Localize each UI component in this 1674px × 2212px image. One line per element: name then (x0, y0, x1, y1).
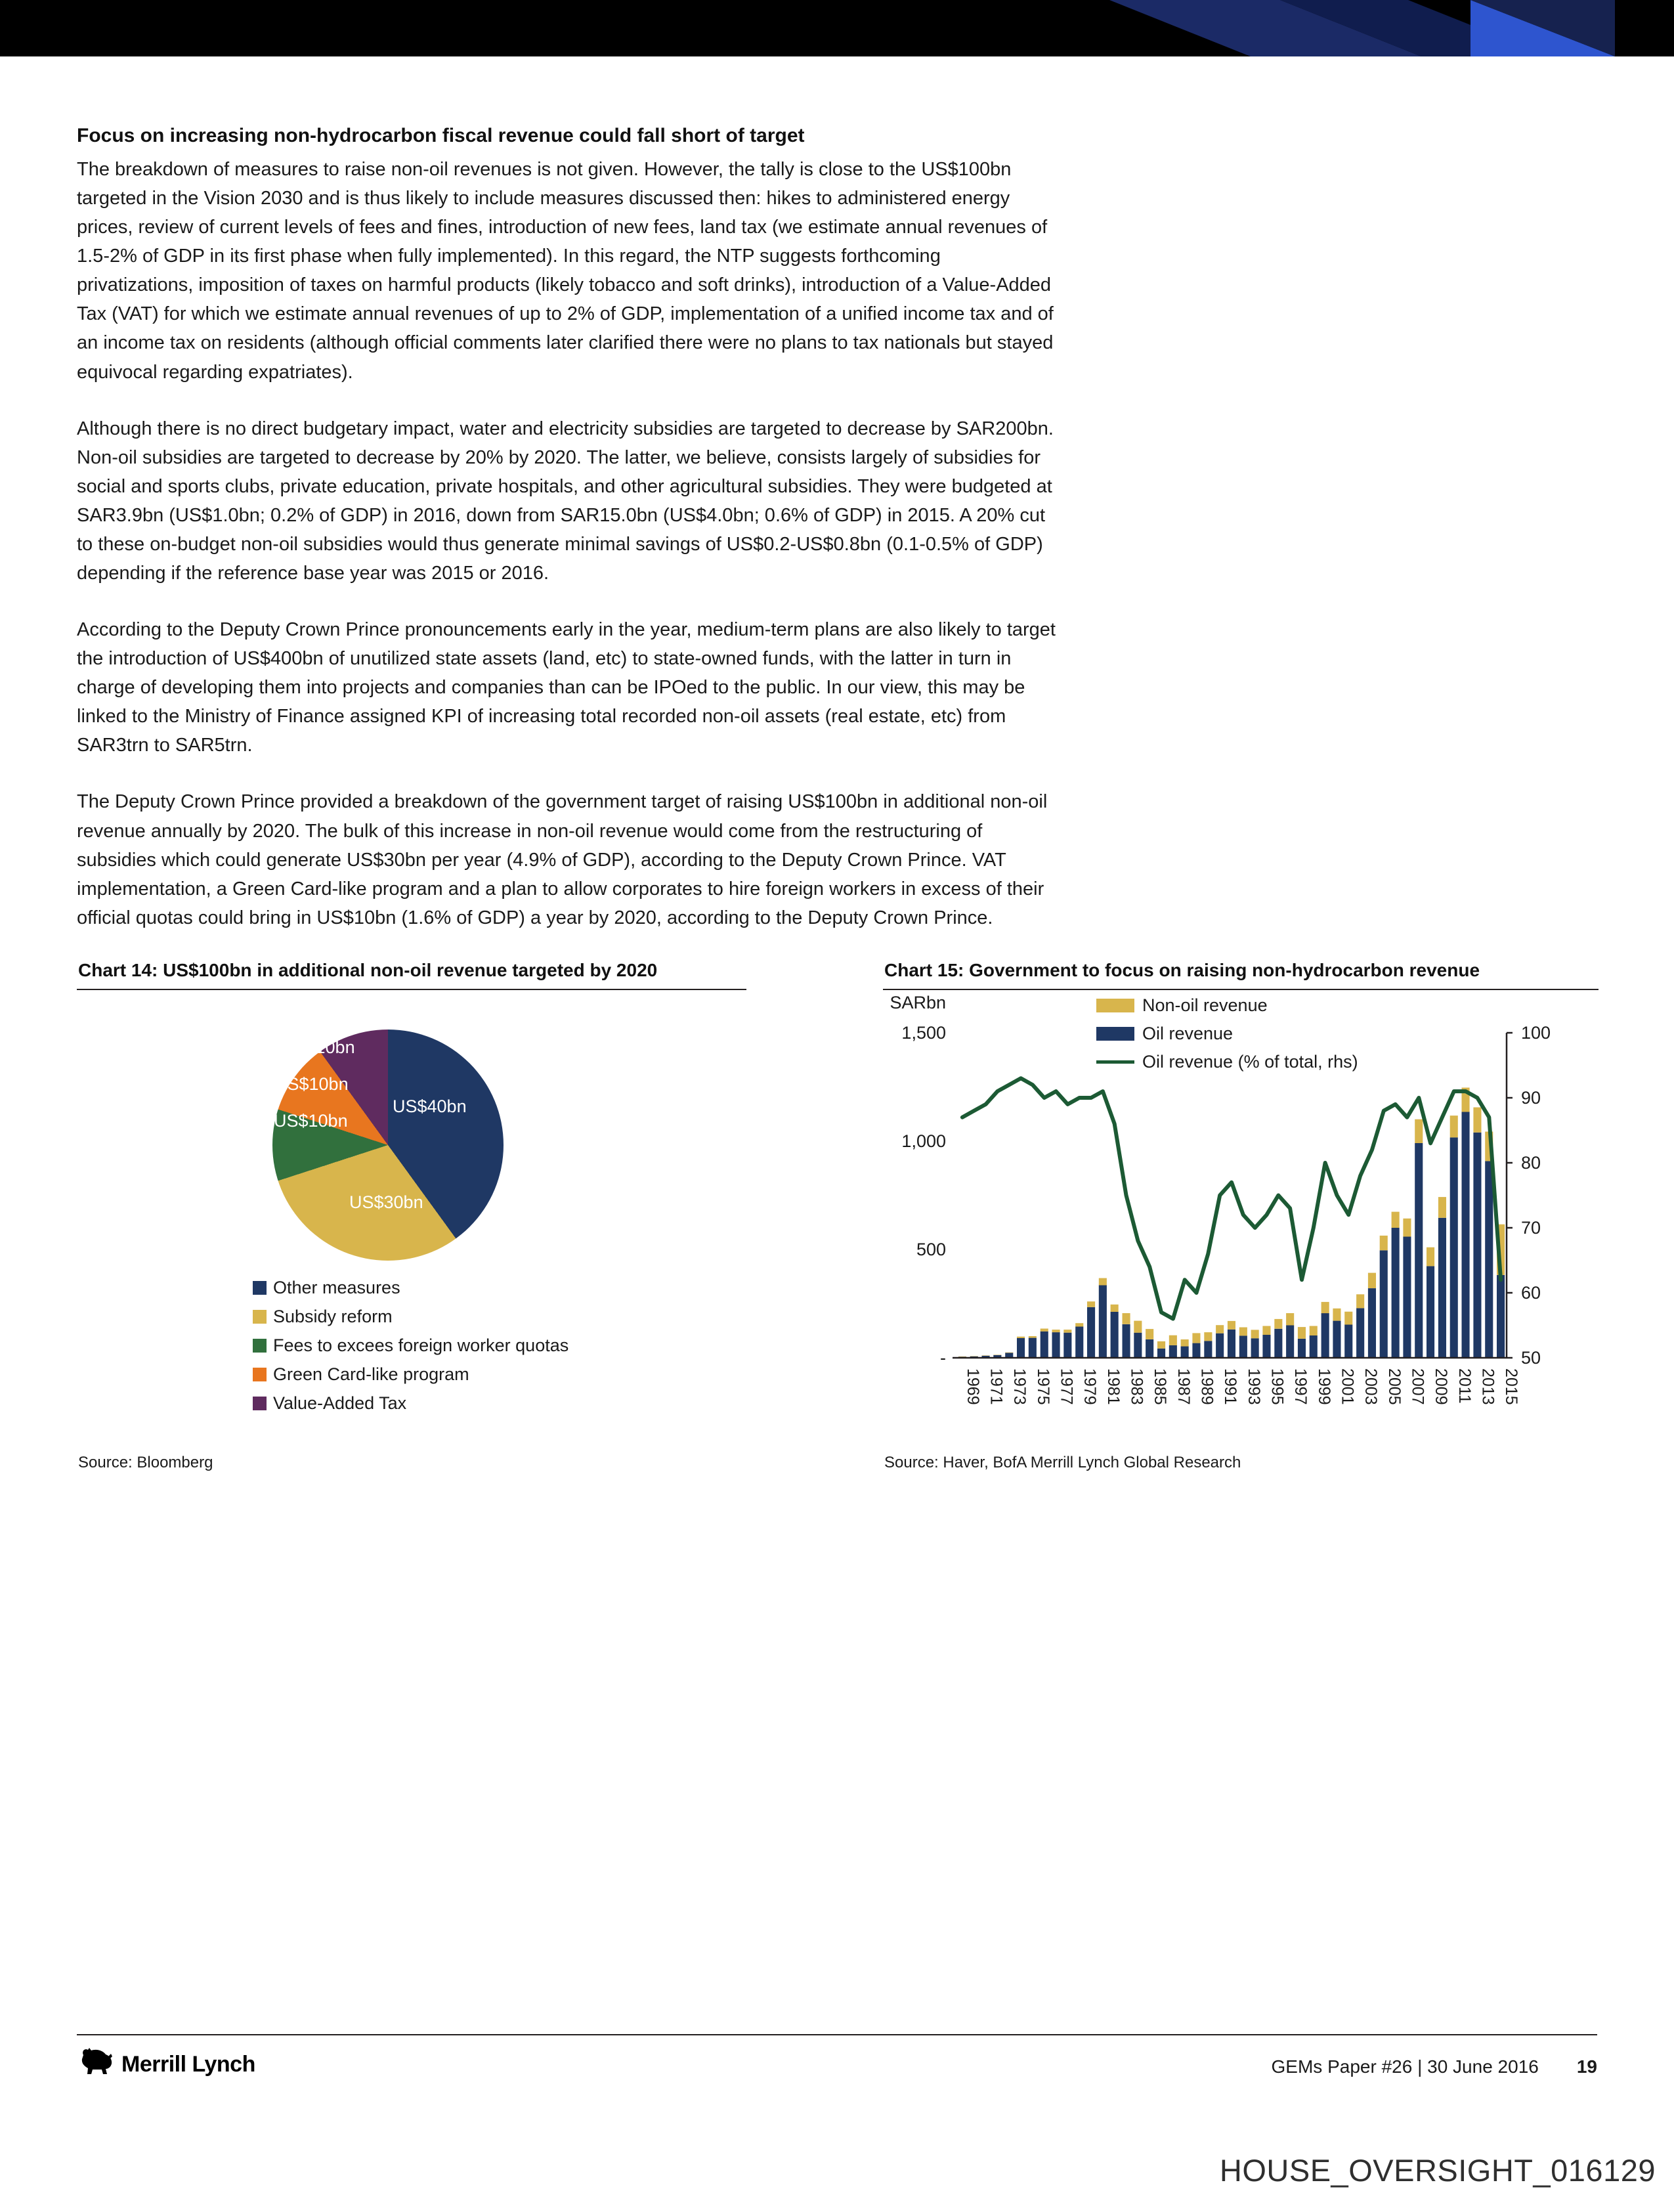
banner-graphic (0, 0, 1674, 56)
charts-row (77, 960, 1674, 1472)
pie-label-value-added-tax: US$10bn (281, 1037, 355, 1057)
paragraph-3: According to the Deputy Crown Prince pronouncements early in the year, medium-term plans are also likely to target the introduction of US$400bn of unutilized state assets (land, etc) to state-owned funds, with the latter in turn in charge of developing them into projects and companies than can be IPOed to the public. In our view, this may be linked to the Ministry of Finance assigned KPI of increasing total recorded non-oil assets (real estate, etc) from SAR3trn to SAR5trn. (77, 619, 1056, 756)
svg-text:SARbn: SARbn (890, 992, 946, 1012)
chart14 (77, 960, 746, 1472)
legend-label: Green Card-like program (273, 1364, 469, 1384)
pie-label-fees-quotas: US$10bn (274, 1110, 348, 1131)
legend-item-subsidy-reform (253, 1307, 569, 1327)
brand (77, 2046, 255, 2077)
chart14-legend (253, 1278, 569, 1422)
paragraph-1: The breakdown of measures to raise non-oil revenues is not given. However, the tally is close to the US$100bn targeted in the Vision 2030 and is thus likely to include measures discussed then: hikes to administered energy prices, review of current levels of fees and fines, introduction of new fees, land tax (we estimate annual revenues of 1.5-2% of GDP in its first phase when fully implemented). In this regard, the NTP suggests forthcoming privatizations, imposition of taxes on harmful products (likely tobacco and soft drinks), introduction of a Value-Added Tax (VAT) for which we estimate annual revenues of up to 2% of GDP, implementation of a unified income tax and of an income tax on residents (although official comments later clarified there were no plans to tax nationals but stayed equivocal regarding expatriates). (77, 159, 1054, 383)
svg-text:2005: 2005 (1384, 1368, 1404, 1405)
svg-text:90: 90 (1521, 1087, 1541, 1108)
svg-text:70: 70 (1521, 1217, 1541, 1238)
legend-item-non-oil-revenue (1096, 995, 1358, 1016)
legend-swatch-fees-quotas (253, 1339, 267, 1353)
chart15-body (883, 990, 1599, 1450)
watermark: HOUSE_OVERSIGHT_016129 (1219, 2153, 1656, 2188)
svg-text:1977: 1977 (1057, 1368, 1076, 1405)
chart14-title: Chart 14: US$100bn in additional non-oil revenue targeted by 2020 (77, 960, 746, 990)
chart14-body (77, 990, 746, 1450)
paragraph-2: Although there is no direct budgetary impact, water and electricity subsidies are targeted to decrease by SAR200bn. Non-oil subsidies are targeted to decrease by 20% by 2020. The latter, we believe, consists largely of subsidies for social and sports clubs, private education, private hospitals, and other agricultural subsidies. They were budgeted at SAR3.9bn (US$1.0bn; 0.2% of GDP) in 2016, down from SAR15.0bn (US$4.0bn; 0.6% of GDP) in 2015. A 20% cut to these on-budget non-oil subsidies would thus generate minimal savings of US$0.2-US$0.8bn (0.1-0.5% of GDP) depending if the reference base year was 2015 or 2016. (77, 418, 1054, 584)
svg-text:1995: 1995 (1268, 1368, 1287, 1405)
legend-label: Other measures (273, 1277, 400, 1297)
pie-chart (272, 1030, 504, 1261)
svg-text:1971: 1971 (987, 1368, 1006, 1405)
chart15-title: Chart 15: Government to focus on raising non-hydrocarbon revenue (883, 960, 1599, 990)
svg-text:1993: 1993 (1244, 1368, 1263, 1405)
legend-item-oil-revenue-pct (1096, 1052, 1358, 1072)
legend-label: Oil revenue (% of total, rhs) (1142, 1051, 1358, 1072)
chart15-source: Source: Haver, BofA Merrill Lynch Global Research (884, 1453, 1241, 1471)
svg-text:1997: 1997 (1291, 1368, 1310, 1405)
svg-text:1975: 1975 (1033, 1368, 1052, 1405)
legend-item-oil-revenue (1096, 1024, 1358, 1044)
svg-text:1981: 1981 (1104, 1368, 1123, 1405)
svg-text:1,000: 1,000 (901, 1131, 946, 1151)
svg-text:2003: 2003 (1362, 1368, 1381, 1405)
article (0, 56, 1062, 932)
svg-text:1969: 1969 (963, 1368, 982, 1405)
svg-text:1973: 1973 (1010, 1368, 1029, 1405)
legend-swatch-vat (253, 1397, 267, 1410)
legend-swatch-green-card (253, 1368, 267, 1381)
svg-text:1,500: 1,500 (901, 1022, 946, 1043)
svg-text:1987: 1987 (1174, 1368, 1193, 1405)
legend-label: Non-oil revenue (1142, 995, 1268, 1015)
svg-text:1983: 1983 (1127, 1368, 1146, 1405)
svg-text:80: 80 (1521, 1152, 1541, 1173)
legend-item-green-card (253, 1364, 569, 1385)
legend-swatch-non-oil-revenue (1096, 999, 1134, 1012)
svg-text:100: 100 (1521, 1022, 1551, 1043)
svg-text:2007: 2007 (1408, 1368, 1427, 1405)
legend-swatch-subsidy-reform (253, 1310, 267, 1324)
legend-swatch-other-measures (253, 1281, 267, 1295)
legend-label: Oil revenue (1142, 1023, 1234, 1043)
chart15 (883, 960, 1599, 1472)
legend-label: Value-Added Tax (273, 1393, 407, 1413)
page-footer (77, 2034, 1597, 2077)
svg-text:-: - (940, 1347, 946, 1368)
pie-label-green-card-program: US$10bn (274, 1073, 349, 1094)
svg-text:50: 50 (1521, 1347, 1541, 1368)
legend-label: Fees to excees foreign worker quotas (273, 1335, 569, 1355)
svg-text:2001: 2001 (1338, 1368, 1357, 1405)
svg-text:60: 60 (1521, 1282, 1541, 1303)
section-heading: Focus on increasing non-hydrocarbon fiscal revenue could fall short of target (77, 125, 805, 146)
svg-text:1991: 1991 (1221, 1368, 1240, 1405)
svg-text:1999: 1999 (1314, 1368, 1333, 1405)
paragraph-4: The Deputy Crown Prince provided a breakdown of the government target of raising US$100bn in additional non-oil revenue annually by 2020. The bulk of this increase in non-oil revenue would come from the restructuring of subsidies which could generate US$30bn per year (4.9% of GDP), according to the Deputy Crown Prince. VAT implementation, a Green Card-like program and a plan to allow corporates to hire foreign workers in excess of their official quotas could bring in US$10bn (1.6% of GDP) a year by 2020, according to the Deputy Crown Prince. (77, 791, 1048, 928)
chart14-source: Source: Bloomberg (78, 1453, 213, 1471)
legend-swatch-oil-revenue (1096, 1027, 1134, 1041)
legend-item-vat (253, 1393, 569, 1414)
legend-item-other-measures (253, 1278, 569, 1298)
doc-meta (1272, 2056, 1597, 2077)
svg-text:500: 500 (916, 1239, 946, 1259)
doc-info: GEMs Paper #26 | 30 June 2016 (1271, 2056, 1539, 2077)
svg-text:1989: 1989 (1197, 1368, 1216, 1405)
svg-text:2011: 2011 (1455, 1368, 1474, 1404)
footer-divider (77, 2034, 1597, 2035)
brand-name: Merrill Lynch (121, 2052, 255, 2077)
pie-label-subsidy-reform: US$30bn (349, 1192, 423, 1212)
svg-text:2015: 2015 (1502, 1368, 1521, 1405)
svg-text:2013: 2013 (1478, 1368, 1497, 1405)
chart15-legend (1096, 995, 1358, 1080)
svg-text:1979: 1979 (1081, 1368, 1100, 1405)
pie-label-other-measures: US$40bn (393, 1096, 467, 1116)
page-number: 19 (1576, 2056, 1597, 2077)
top-banner (0, 0, 1674, 56)
merrill-lynch-bull-icon (77, 2046, 116, 2077)
legend-label: Subsidy reform (273, 1306, 393, 1326)
svg-text:1985: 1985 (1151, 1368, 1170, 1405)
svg-text:2009: 2009 (1432, 1368, 1451, 1405)
legend-item-fees-quotas (253, 1335, 569, 1356)
legend-line-oil-revenue-pct (1096, 1060, 1134, 1064)
